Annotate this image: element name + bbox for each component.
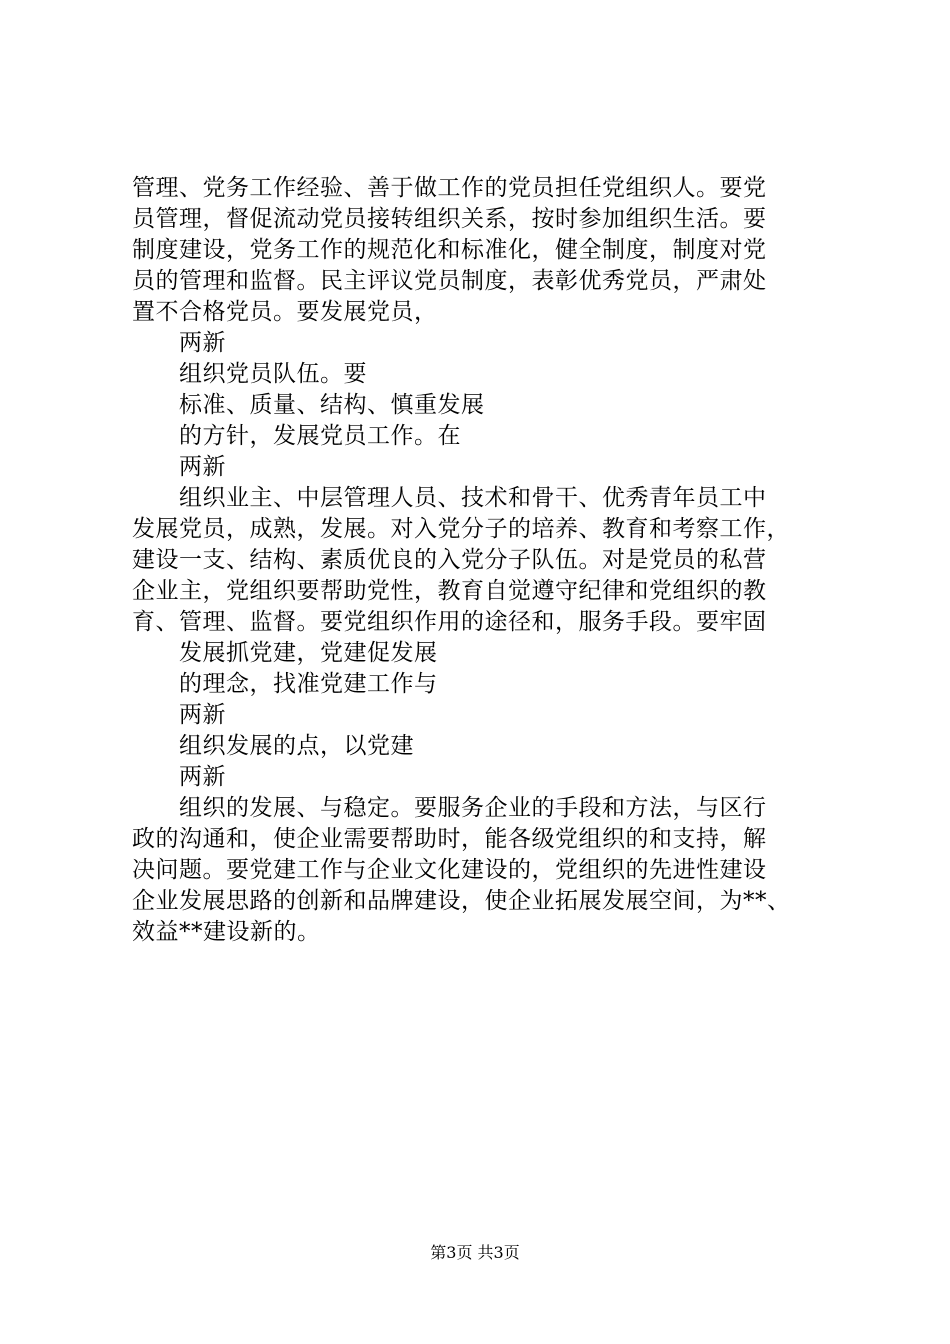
text-line: 组织的发展、与稳定。要服务企业的手段和方法，与区行 [179, 795, 767, 821]
text-line: 企业主，党组织要帮助党性，教育自觉遵守纪律和党组织的教 [132, 578, 767, 604]
text-line: 发展抓党建，党建促发展 [179, 640, 438, 666]
text-line: 两新 [179, 330, 226, 356]
text-line: 员的管理和监督。民主评议党员制度，表彰优秀党员，严肃处 [132, 268, 767, 294]
text-line: 组织业主、中层管理人员、技术和骨干、优秀青年员工中 [179, 485, 767, 511]
text-line: 管理、党务工作经验、善于做工作的党员担任党组织人。要党 [132, 175, 767, 201]
text-line: 建设一支、结构、素质优良的入党分子队伍。对是党员的私营 [132, 547, 767, 573]
text-line: 效益**建设新的。 [132, 919, 321, 945]
text-line: 决问题。要党建工作与企业文化建设的，党组织的先进性建设 [132, 857, 767, 883]
text-line: 组织党员队伍。要 [179, 361, 367, 387]
text-line: 标准、质量、结构、慎重发展 [179, 392, 485, 418]
text-line: 育、管理、监督。要党组织作用的途径和，服务手段。要牢固 [132, 609, 767, 635]
document-body [132, 173, 832, 948]
text-line: 两新 [179, 764, 226, 790]
text-line: 两新 [179, 454, 226, 480]
text-line: 置不合格党员。要发展党员， [132, 299, 438, 325]
text-line: 企业发展思路的创新和品牌建设，使企业拓展发展空间，为**、 [132, 888, 791, 914]
text-line: 制度建设，党务工作的规范化和标准化，健全制度，制度对党 [132, 237, 767, 263]
text-line: 两新 [179, 702, 226, 728]
text-line: 的理念，找准党建工作与 [179, 671, 438, 697]
text-line: 的方针，发展党员工作。在 [179, 423, 461, 449]
text-line: 发展党员，成熟，发展。对入党分子的培养、教育和考察工作， [132, 516, 790, 542]
text-line: 政的沟通和，使企业需要帮助时，能各级党组织的和支持，解 [132, 826, 767, 852]
page-number-footer: 第3页 共3页 [430, 1243, 520, 1262]
text-line: 员管理，督促流动党员接转组织关系，按时参加组织生活。要 [132, 206, 767, 232]
text-line: 组织发展的点，以党建 [179, 733, 414, 759]
